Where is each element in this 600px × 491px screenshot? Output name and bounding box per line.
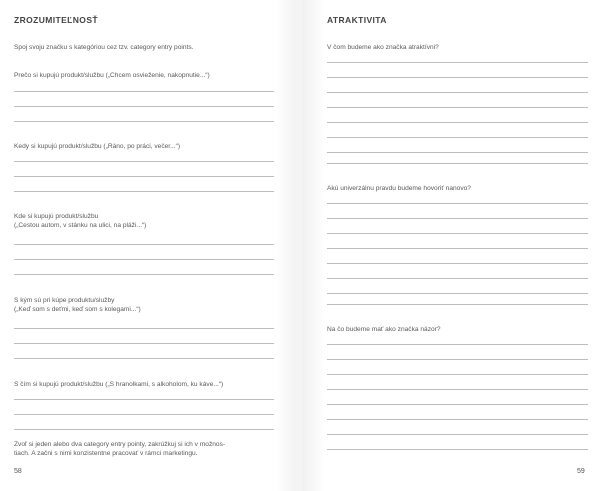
answer-line[interactable] (14, 259, 274, 260)
answer-line[interactable] (14, 244, 274, 245)
page-number-right: 59 (577, 468, 585, 475)
left-gutter-shadow (276, 0, 296, 491)
answer-line[interactable] (327, 62, 588, 63)
page-number-left: 58 (14, 468, 22, 475)
answer-line[interactable] (14, 91, 274, 92)
answer-line[interactable] (327, 419, 588, 420)
answer-line[interactable] (14, 358, 274, 359)
answer-line[interactable] (14, 399, 274, 400)
answer-line[interactable] (327, 434, 588, 435)
answer-line[interactable] (327, 203, 588, 204)
answer-line[interactable] (327, 304, 588, 305)
answer-line[interactable] (327, 137, 588, 138)
answer-line[interactable] (327, 77, 588, 78)
answer-line[interactable] (327, 389, 588, 390)
answer-line[interactable] (327, 163, 588, 164)
closing-text-line1: Zvoľ si jeden alebo dva category entry pointy, zakrúžkuj si ich v možnos- (14, 441, 226, 448)
answer-line[interactable] (14, 429, 274, 430)
question-when: Kedy si kupujú produkt/službu („Ráno, po práci, večer...“) (14, 143, 181, 150)
question-universal-truth: Akú univerzálnu pravdu budeme hovoriť nanovo? (327, 185, 471, 192)
answer-line[interactable] (327, 374, 588, 375)
right-page-title: ATRAKTIVITA (327, 15, 387, 25)
answer-line[interactable] (327, 278, 588, 279)
answer-line[interactable] (327, 293, 588, 294)
question-attractive: V čom budeme ako značka atraktívni? (327, 44, 439, 51)
answer-line[interactable] (327, 152, 588, 153)
answer-line[interactable] (14, 274, 274, 275)
left-page-title: ZROZUMITEĽNOSŤ (14, 15, 98, 25)
answer-line[interactable] (14, 176, 274, 177)
answer-line[interactable] (327, 344, 588, 345)
left-intro-text: Spoj svoju značku s kategóriou cez tzv. category entry points. (14, 44, 194, 51)
answer-line[interactable] (14, 328, 274, 329)
question-with-what: S čím si kupujú produkt/službu („S hranolkami, s alkoholom, ku káve...“) (14, 381, 224, 388)
answer-line[interactable] (327, 122, 588, 123)
answer-line[interactable] (327, 404, 588, 405)
right-page (302, 0, 600, 491)
answer-line[interactable] (14, 343, 274, 344)
question-where-line1: Kde si kupujú produkt/službu (14, 213, 99, 220)
answer-line[interactable] (327, 233, 588, 234)
question-with-whom-line2: („Keď som s deťmi, keď som s kolegami...“) (14, 306, 141, 313)
answer-line[interactable] (14, 121, 274, 122)
answer-line[interactable] (14, 414, 274, 415)
question-opinion: Na čo budeme mať ako značka názor? (327, 326, 441, 333)
question-with-whom-line1: S kým sú pri kúpe produktu/služby (14, 297, 115, 304)
answer-line[interactable] (327, 107, 588, 108)
answer-line[interactable] (327, 449, 588, 450)
answer-line[interactable] (327, 92, 588, 93)
left-page (0, 0, 296, 491)
answer-line[interactable] (327, 248, 588, 249)
question-where-line2: („Cestou autom, v stánku na ulici, na pláži...“) (14, 222, 147, 229)
closing-text-line2: tiach. A začni s nimi konzistentne pracovať v rámci marketingu. (14, 450, 198, 457)
answer-line[interactable] (327, 218, 588, 219)
answer-line[interactable] (327, 263, 588, 264)
answer-line[interactable] (327, 359, 588, 360)
question-why: Prečo si kupujú produkt/službu („Chcem osvieženie, nakopnutie...“) (14, 72, 210, 79)
answer-line[interactable] (14, 106, 274, 107)
right-gutter-shadow (302, 0, 324, 491)
answer-line[interactable] (14, 191, 274, 192)
answer-line[interactable] (14, 161, 274, 162)
